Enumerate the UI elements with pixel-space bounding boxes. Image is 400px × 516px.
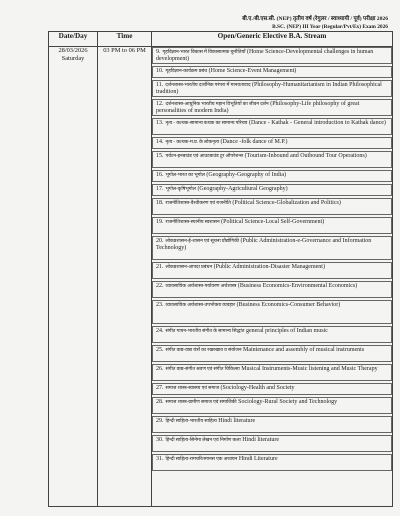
list-item (152, 397, 392, 414)
paper-number: 24. (156, 328, 164, 334)
paper-title-hindi: राजनीतिशास्त्र-वैश्वीकरण एवं राजनीति (165, 201, 231, 206)
paper-number: 18. (156, 200, 164, 206)
paper-title-english: (Public Administration-e-Governance and Information Technology) (156, 238, 372, 251)
list-item (152, 99, 392, 116)
list-item (152, 66, 392, 78)
paper-title-english: (Public Administration-Disaster Management) (213, 264, 325, 270)
paper-title-hindi: नृत्य - कत्थक-सामान्य कथक का सामान्य परिचय (165, 121, 248, 126)
list-item (152, 198, 392, 215)
paper-number: 20. (156, 238, 164, 244)
list-item (152, 137, 392, 149)
paper-number: 15. (156, 153, 164, 159)
paper-title-english: (Geography-Geography of India) (206, 172, 287, 178)
paper-number: 21. (156, 264, 164, 270)
exam-date-cell (49, 47, 98, 507)
list-item (152, 151, 392, 168)
paper-title-english: Sociology-Rural Society and Technology (238, 399, 338, 405)
paper-title-english: (Business Economics-Consumer Behavior) (236, 302, 341, 308)
paper-title-english: (Dance - Kathak - General introduction to Kathak dance) (248, 120, 386, 126)
paper-number: 12. (156, 101, 164, 107)
paper-number: 30. (156, 437, 164, 443)
paper-number: 11. (156, 82, 164, 88)
paper-title-hindi: संगीत वाद्य-वाद्य यंत्रों का रखरखाव व संयोजन (165, 348, 242, 353)
paper-number: 10. (156, 68, 164, 74)
paper-title-english: (Tourism-Inbound and Outbound Tour Operations) (244, 153, 367, 159)
exam-time-cell (98, 47, 152, 507)
paper-list (152, 47, 393, 507)
exam-day: Saturday (61, 55, 85, 62)
paper-title-hindi: लोकप्रशासन-आपदा प्रबंधन (165, 265, 213, 270)
paper-number: 28. (156, 399, 164, 405)
paper-title-english: Hindi literature (218, 418, 256, 424)
table-row (49, 47, 393, 507)
paper-title-hindi: व्यावसायिक अर्थशास्त्र-पर्यावरण अर्थशास्त्र (165, 284, 237, 289)
paper-title-hindi: समाज शास्त्र-ग्रामीण समाज एवं समाजिकी (165, 400, 237, 405)
list-item (152, 281, 392, 298)
exam-time: 03 PM to 06 PM (103, 47, 146, 54)
paper-title-hindi: हिन्दी साहित्य-भारतीय साहित्य (165, 419, 217, 424)
paper-number: 27. (156, 385, 164, 391)
exam-header-english: B.SC. (NEP) III Year (Regular/Pvt/Ex) Exam 2026 (272, 24, 388, 30)
column-header-date: Date/Day (49, 32, 98, 47)
paper-number: 17. (156, 186, 164, 192)
paper-title-english: Hindi Literature (238, 456, 278, 462)
paper-title-hindi: दर्शनशास्त्र-आधुनिक भारतीय महान विभूतियों का जीवन दर्शन (165, 102, 269, 107)
paper-title-hindi: हिन्दी साहित्य-रामचरितमानस एक अध्ययन (165, 457, 238, 462)
paper-title-english: Maintenance and assembly of musical instruments (243, 347, 365, 353)
paper-title-hindi: लोकप्रशासन-ई-शासन एवं सूचना प्रौद्योगिकी (165, 239, 239, 244)
paper-title-hindi: भूगोल-भारत का भूगोल (165, 173, 205, 178)
paper-title-hindi: राजनीतिशास्त्र-स्थानीय स्वशासन (165, 220, 220, 225)
paper-title-hindi: दर्शनशास्त्र-भारतीय दार्शनिक परंपरा में मानवतावाद (165, 83, 251, 88)
paper-number: 26. (156, 366, 164, 372)
paper-title-english: Musical Instruments-Music listening and Music Therapy (241, 366, 378, 372)
list-item (152, 416, 392, 433)
paper-title-hindi: व्यावसायिक अर्थशास्त्र-उपभोक्ता व्यवहार (165, 303, 236, 308)
list-item (152, 80, 392, 97)
table-header-row (49, 32, 393, 47)
paper-title-english: (Dance -folk dance of M.P.) (220, 139, 288, 145)
paper-number: 9. (156, 49, 161, 55)
paper-title-english: (Sociology-Health and Society (220, 385, 295, 391)
paper-title-hindi: संगीत वाद्य-संगीत श्रवण एवं संगीत चिकित्सा (165, 367, 240, 372)
list-item (152, 262, 392, 279)
column-header-stream: Open/Generic Elective B.A. Stream (152, 32, 393, 47)
list-item (152, 118, 392, 135)
list-item (152, 454, 392, 471)
column-header-time: Time (98, 32, 152, 47)
paper-title-hindi: गृहविज्ञान-भारत विकास में विकासात्मक चुनौतियाँ (162, 50, 246, 55)
list-item (152, 435, 392, 452)
list-item (152, 184, 392, 196)
list-item (152, 300, 392, 324)
paper-number: 23. (156, 302, 164, 308)
paper-number: 31. (156, 456, 164, 462)
paper-number: 14. (156, 139, 164, 145)
paper-number: 19. (156, 219, 164, 225)
paper-number: 16. (156, 172, 164, 178)
exam-header-hindi: बी.ए./बी.एस.सी. (NEP) तृतीय वर्ष (रेगुलर / स्वाध्यायी / पूर्व) परीक्षा 2026 (242, 16, 388, 22)
paper-title-english: (Geography-Agricultural Geography) (197, 186, 288, 192)
paper-title-english: Hindi literature (242, 437, 280, 443)
list-item (152, 364, 392, 381)
paper-title-hindi: समाज शास्त्र-स्वास्थ्य एवं समाज (165, 386, 220, 391)
paper-number: 25. (156, 347, 164, 353)
list-item (152, 170, 392, 182)
paper-title-english: general principles of Indian music (245, 328, 328, 334)
paper-title-english: (Philosophy-Humanitarianism in Indian Philosophical tradition) (156, 82, 382, 95)
paper-title-hindi: हिन्दी साहित्य-सिनेमा लेखन एवं निर्माण कला (165, 438, 241, 443)
list-item (152, 326, 392, 343)
paper-title-hindi: नृत्य - कत्थक-म.प्र. के लोकनृत्य (165, 140, 220, 145)
paper-title-english: (Home Science-Developmental challenges in human development) (156, 49, 374, 62)
exam-date: 28/03/2026 (58, 47, 88, 54)
list-item (152, 345, 392, 362)
paper-title-english: (Philosophy-Life philosophy of great personalities of modern India) (156, 101, 360, 114)
paper-title-english: (Political Science-Globalization and Politics) (232, 200, 341, 206)
paper-title-english: (Home Science-Event Management) (208, 68, 297, 74)
paper-title-english: (Political Science-Local Self-Government) (221, 219, 325, 225)
paper-title-hindi: संगीत गायन-भारतीय संगीत के सामान्य सिद्धांत (165, 329, 245, 334)
list-item (152, 47, 392, 64)
list-item (152, 236, 392, 260)
paper-title-hindi: गृहविज्ञान-कार्यक्रम प्रबंध (165, 69, 208, 74)
paper-number: 13. (156, 120, 164, 126)
paper-number: 22. (156, 283, 164, 289)
paper-title-hindi: पर्यटन-इनबाउंड एवं आउटबाउंड टूर ऑपरेशन्स (165, 154, 244, 159)
exam-schedule-table (48, 31, 393, 507)
paper-number: 29. (156, 418, 164, 424)
paper-title-hindi: भूगोल-कृषिभूगोल (165, 187, 196, 192)
paper-title-english: (Business Economics-Environmental Economics) (237, 283, 358, 289)
list-item (152, 217, 392, 234)
list-item (152, 383, 392, 395)
